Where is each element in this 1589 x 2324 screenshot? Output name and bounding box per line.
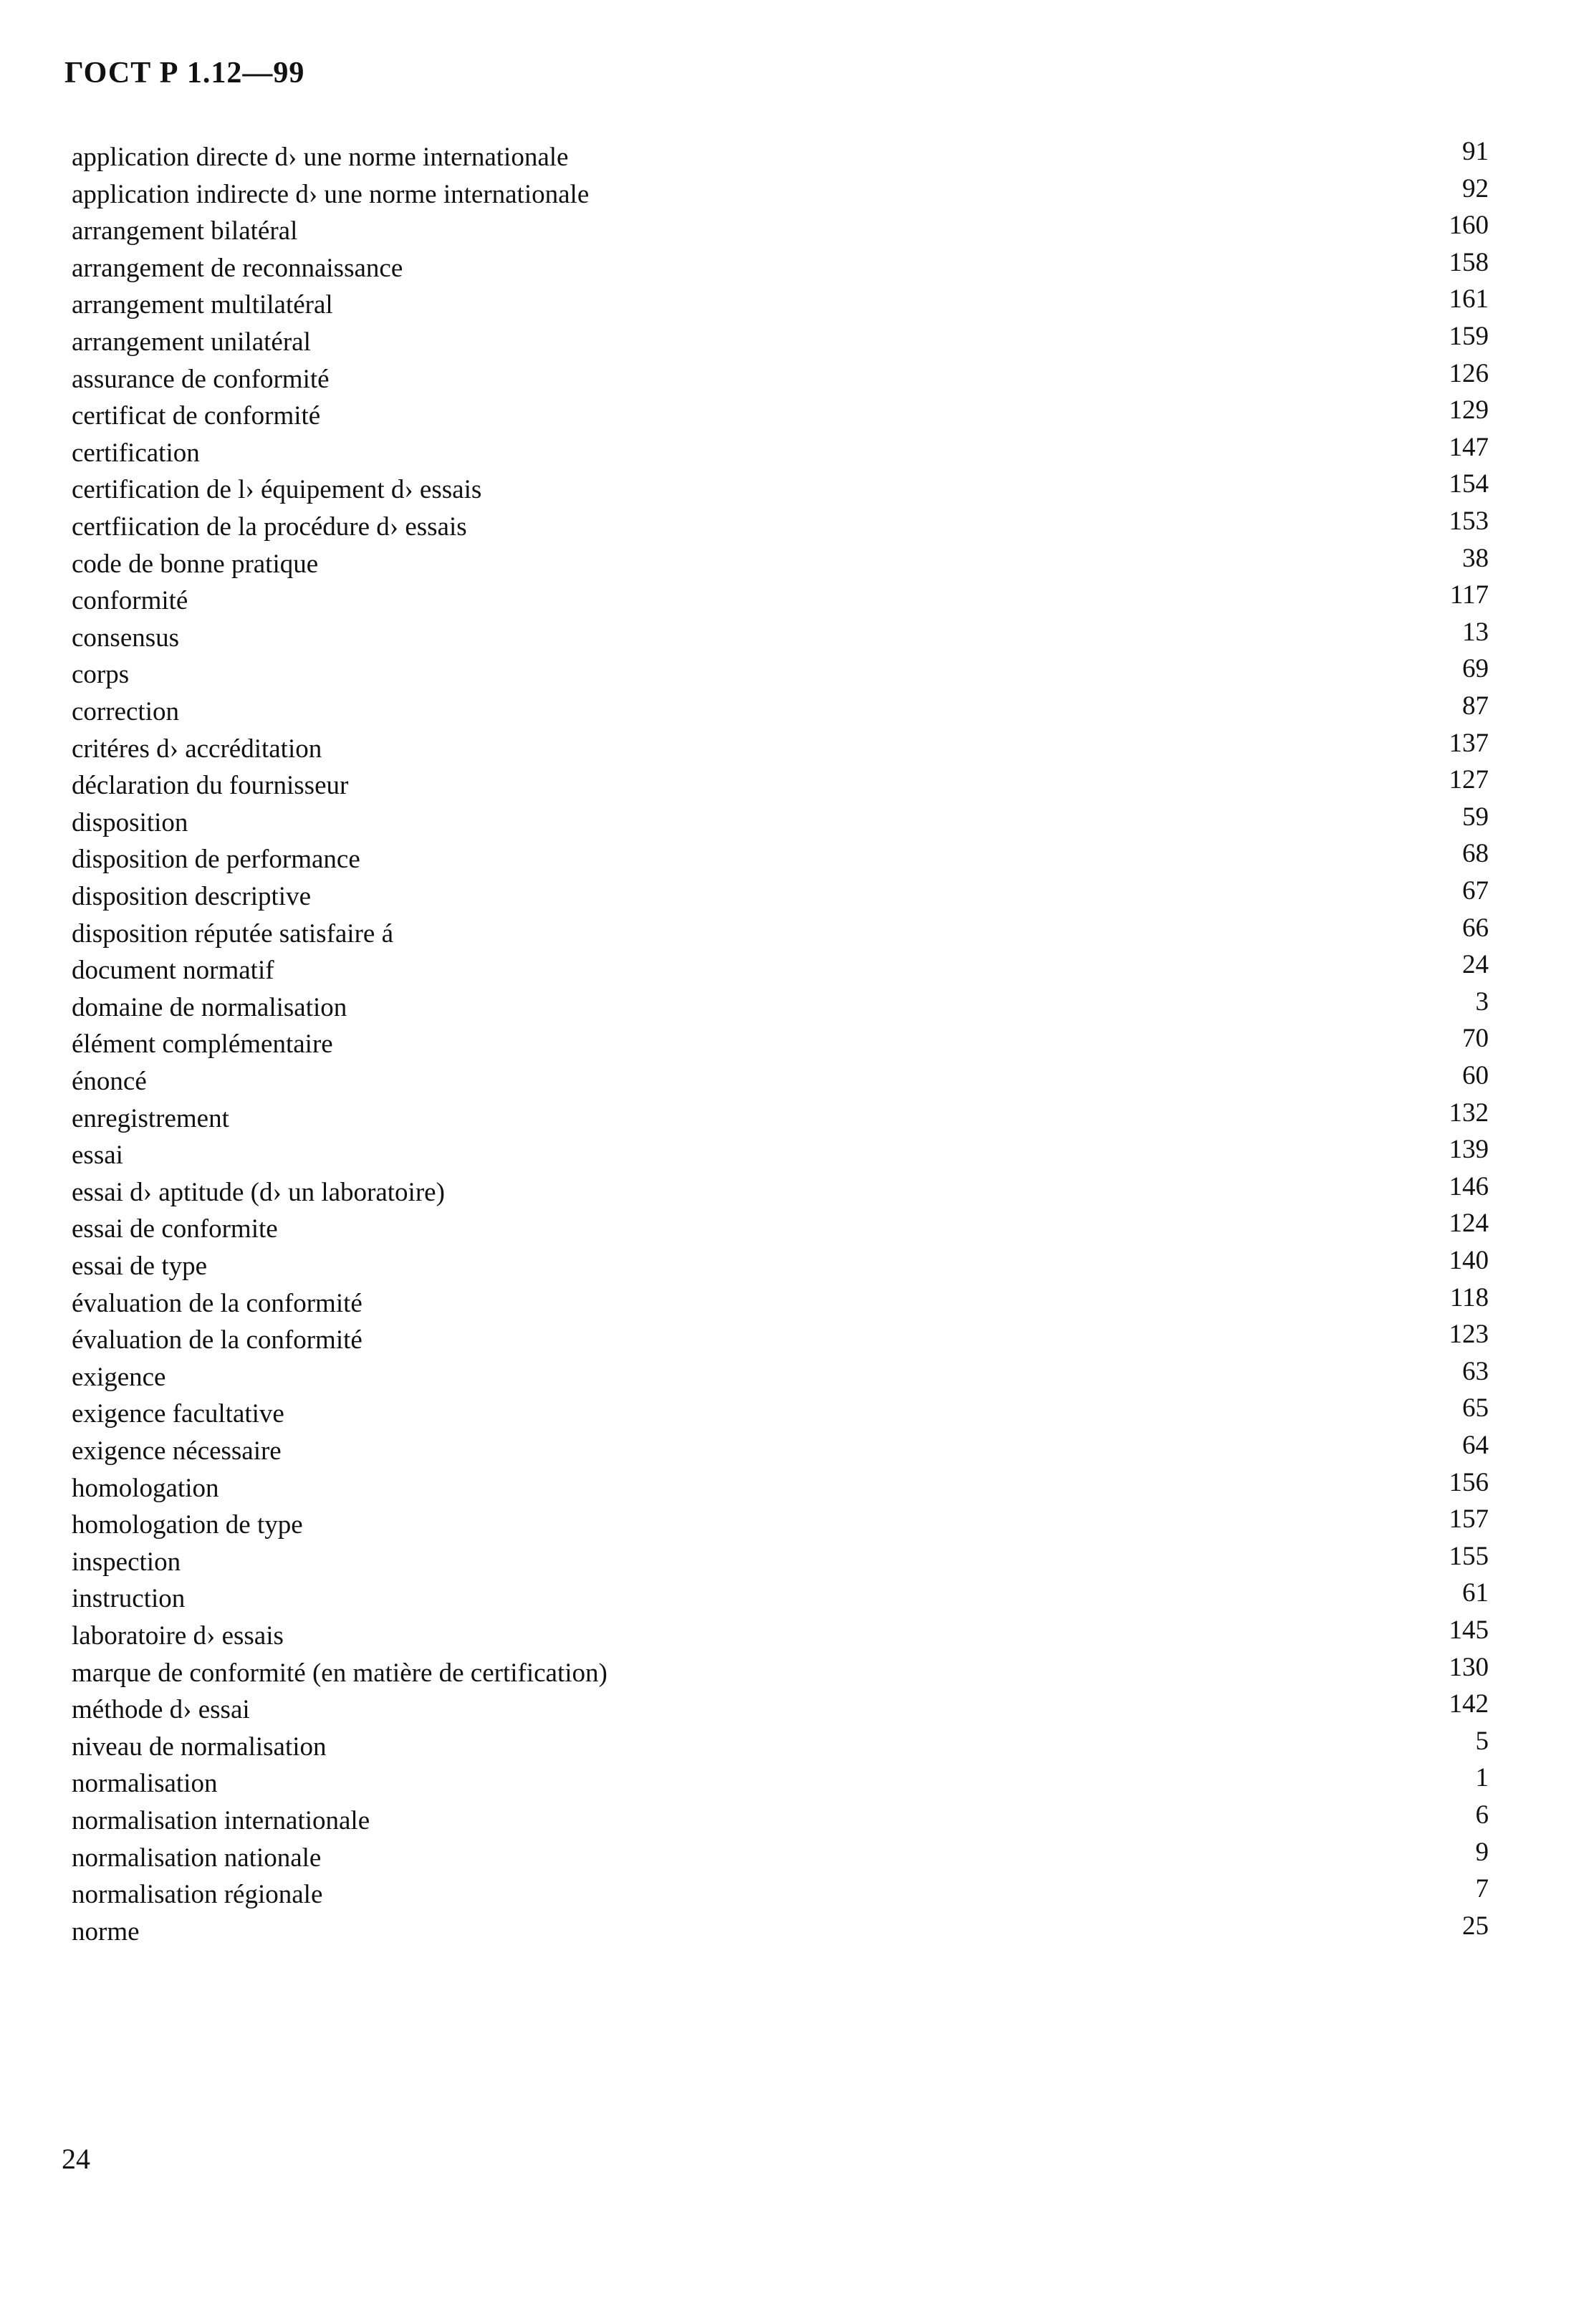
- index-entry: [72, 1726, 1489, 1763]
- entry-page-number: 65: [1462, 1393, 1489, 1423]
- index-entry: [72, 653, 1489, 691]
- entry-page-number: 60: [1462, 1061, 1489, 1090]
- index-entry: [72, 1652, 1489, 1689]
- entry-page-number: 117: [1449, 580, 1489, 610]
- entry-page-number: 70: [1462, 1024, 1489, 1053]
- index-entry: [72, 1356, 1489, 1393]
- index-entry: [72, 728, 1489, 765]
- index-entry: [72, 1541, 1489, 1578]
- index-entry: [72, 395, 1489, 432]
- entry-page-number: 67: [1462, 876, 1489, 906]
- entry-term: assurance de conformité: [72, 365, 330, 394]
- entry-page-number: 126: [1449, 359, 1489, 388]
- entry-term: marque de conformité (en matière de certification): [72, 1658, 608, 1688]
- index-entry: [72, 1430, 1489, 1467]
- index-entry: [72, 1245, 1489, 1282]
- entry-page-number: 130: [1449, 1653, 1489, 1682]
- entry-page-number: 69: [1462, 654, 1489, 683]
- index-entry: [72, 1504, 1489, 1541]
- entry-term: document normatif: [72, 956, 274, 985]
- entry-term: enregistrement: [72, 1104, 229, 1133]
- entry-term: exigence: [72, 1363, 166, 1392]
- index-entry: [72, 1911, 1489, 1948]
- entry-page-number: 68: [1462, 839, 1489, 868]
- index-entry: [72, 913, 1489, 950]
- entry-page-number: 1: [1475, 1763, 1489, 1792]
- entry-term: normalisation régionale: [72, 1880, 323, 1909]
- index-entry: [72, 1060, 1489, 1098]
- index-entry: [72, 1762, 1489, 1800]
- entry-term: application indirecte d› une norme internationale: [72, 180, 590, 209]
- index-entry: [72, 469, 1489, 506]
- index-entry: [72, 1023, 1489, 1060]
- index-entry: [72, 1578, 1489, 1615]
- entry-page-number: 9: [1475, 1838, 1489, 1867]
- index-entry: [72, 764, 1489, 802]
- index-entry: [72, 543, 1489, 580]
- entry-page-number: 61: [1462, 1578, 1489, 1608]
- entry-page-number: 25: [1462, 1911, 1489, 1941]
- entry-term: certfiication de la procédure d› essais: [72, 512, 467, 542]
- entry-page-number: 145: [1449, 1615, 1489, 1645]
- entry-page-number: 157: [1449, 1504, 1489, 1534]
- entry-page-number: 63: [1462, 1357, 1489, 1386]
- index-entry: [72, 1615, 1489, 1652]
- index-entry: [72, 1134, 1489, 1171]
- entry-term: normalisation: [72, 1769, 218, 1798]
- entry-term: consensus: [72, 623, 180, 653]
- entry-page-number: 129: [1449, 395, 1489, 425]
- entry-term: code de bonne pratique: [72, 549, 319, 579]
- entry-term: élément complémentaire: [72, 1029, 333, 1059]
- index-entry: [72, 247, 1489, 284]
- index-entry: [72, 580, 1489, 617]
- entry-term: essai d› aptitude (d› un laboratoire): [72, 1178, 445, 1207]
- index-entry: [72, 1319, 1489, 1356]
- entry-page-number: 5: [1475, 1727, 1489, 1756]
- index-entry: [72, 949, 1489, 986]
- index-entry: [72, 321, 1489, 358]
- entry-page-number: 146: [1449, 1172, 1489, 1201]
- index-entry: [72, 136, 1489, 173]
- page-title: ГОСТ Р 1.12—99: [64, 57, 305, 90]
- page-number: 24: [62, 2143, 90, 2175]
- index-entry: [72, 1800, 1489, 1837]
- index-entry: [72, 1467, 1489, 1504]
- entry-term: disposition réputée satisfaire á: [72, 919, 394, 949]
- index-entry: [72, 875, 1489, 913]
- entry-term: normalisation internationale: [72, 1806, 370, 1835]
- entry-term: conformité: [72, 586, 188, 615]
- index-entry: [72, 173, 1489, 211]
- entry-term: évaluation de la conformité: [72, 1289, 363, 1318]
- entry-page-number: 154: [1449, 469, 1489, 499]
- index-entry: [72, 358, 1489, 395]
- entry-page-number: 142: [1449, 1689, 1489, 1719]
- entry-term: certificat de conformité: [72, 401, 321, 431]
- index-entry: [72, 506, 1489, 543]
- entry-page-number: 118: [1449, 1283, 1489, 1312]
- entry-term: exigence nécessaire: [72, 1436, 282, 1466]
- index-entry: [72, 1282, 1489, 1320]
- index-entry: [72, 617, 1489, 654]
- entry-term: disposition de performance: [72, 845, 360, 874]
- entry-term: norme: [72, 1917, 140, 1946]
- entry-page-number: 3: [1475, 987, 1489, 1017]
- entry-term: certification: [72, 438, 200, 468]
- entry-term: disposition: [72, 808, 188, 837]
- entry-page-number: 87: [1462, 691, 1489, 721]
- entry-term: instruction: [72, 1584, 186, 1613]
- index-entry: [72, 802, 1489, 839]
- entry-term: énoncé: [72, 1067, 147, 1096]
- index-entry: [72, 691, 1489, 728]
- entry-page-number: 24: [1462, 950, 1489, 979]
- entry-page-number: 132: [1449, 1098, 1489, 1128]
- entry-term: évaluation de la conformité: [72, 1325, 363, 1355]
- index-entry: [72, 986, 1489, 1024]
- entry-term: homologation: [72, 1474, 219, 1503]
- entry-page-number: 161: [1449, 284, 1489, 314]
- entry-term: critéres d› accréditation: [72, 734, 322, 764]
- entry-page-number: 140: [1449, 1246, 1489, 1275]
- entry-page-number: 127: [1449, 765, 1489, 794]
- entry-term: déclaration du fournisseur: [72, 771, 349, 800]
- index-entry: [72, 1393, 1489, 1430]
- entry-page-number: 153: [1449, 506, 1489, 536]
- entry-term: exigence facultative: [72, 1399, 284, 1429]
- entry-page-number: 156: [1449, 1468, 1489, 1497]
- entry-term: essai de conformite: [72, 1214, 278, 1244]
- entry-term: normalisation nationale: [72, 1843, 322, 1873]
- index-entry: [72, 838, 1489, 875]
- entry-page-number: 13: [1462, 618, 1489, 647]
- index-entry: [72, 1098, 1489, 1135]
- entry-term: correction: [72, 697, 179, 726]
- index-entry: [72, 1873, 1489, 1911]
- entry-term: domaine de normalisation: [72, 993, 347, 1022]
- entry-page-number: 155: [1449, 1542, 1489, 1571]
- entry-term: disposition descriptive: [72, 882, 311, 911]
- entry-page-number: 6: [1475, 1800, 1489, 1830]
- entry-page-number: 59: [1462, 802, 1489, 832]
- entry-page-number: 159: [1449, 322, 1489, 351]
- entry-page-number: 137: [1449, 729, 1489, 758]
- entry-term: arrangement de reconnaissance: [72, 254, 403, 283]
- index-entry: [72, 210, 1489, 247]
- entry-term: essai de type: [72, 1252, 208, 1281]
- entry-term: arrangement unilatéral: [72, 327, 311, 357]
- entry-page-number: 139: [1449, 1135, 1489, 1164]
- index-entry: [72, 1208, 1489, 1245]
- index-entry: [72, 432, 1489, 469]
- entry-page-number: 147: [1449, 433, 1489, 462]
- entry-term: niveau de normalisation: [72, 1732, 327, 1762]
- entry-term: corps: [72, 660, 130, 689]
- entry-term: méthode d› essai: [72, 1695, 250, 1724]
- entry-page-number: 124: [1449, 1209, 1489, 1238]
- entry-term: application directe d› une norme internationale: [72, 143, 569, 172]
- index-entry: [72, 284, 1489, 321]
- entry-page-number: 64: [1462, 1431, 1489, 1460]
- entry-term: essai: [72, 1141, 123, 1170]
- entry-term: arrangement multilatéral: [72, 290, 333, 320]
- entry-page-number: 38: [1462, 544, 1489, 573]
- entry-term: homologation de type: [72, 1510, 303, 1540]
- entry-page-number: 66: [1462, 913, 1489, 943]
- entry-page-number: 91: [1462, 137, 1489, 166]
- index-entry: [72, 1837, 1489, 1874]
- entry-page-number: 158: [1449, 248, 1489, 277]
- index-entry: [72, 1689, 1489, 1726]
- entry-term: inspection: [72, 1547, 181, 1577]
- entry-page-number: 92: [1462, 174, 1489, 203]
- entry-term: certification de l› équipement d› essais: [72, 475, 482, 504]
- entry-term: arrangement bilatéral: [72, 216, 298, 246]
- entry-page-number: 160: [1449, 211, 1489, 240]
- index-entry: [72, 1171, 1489, 1209]
- entry-term: laboratoire d› essais: [72, 1621, 284, 1651]
- entry-page-number: 123: [1449, 1320, 1489, 1349]
- entry-page-number: 7: [1475, 1874, 1489, 1903]
